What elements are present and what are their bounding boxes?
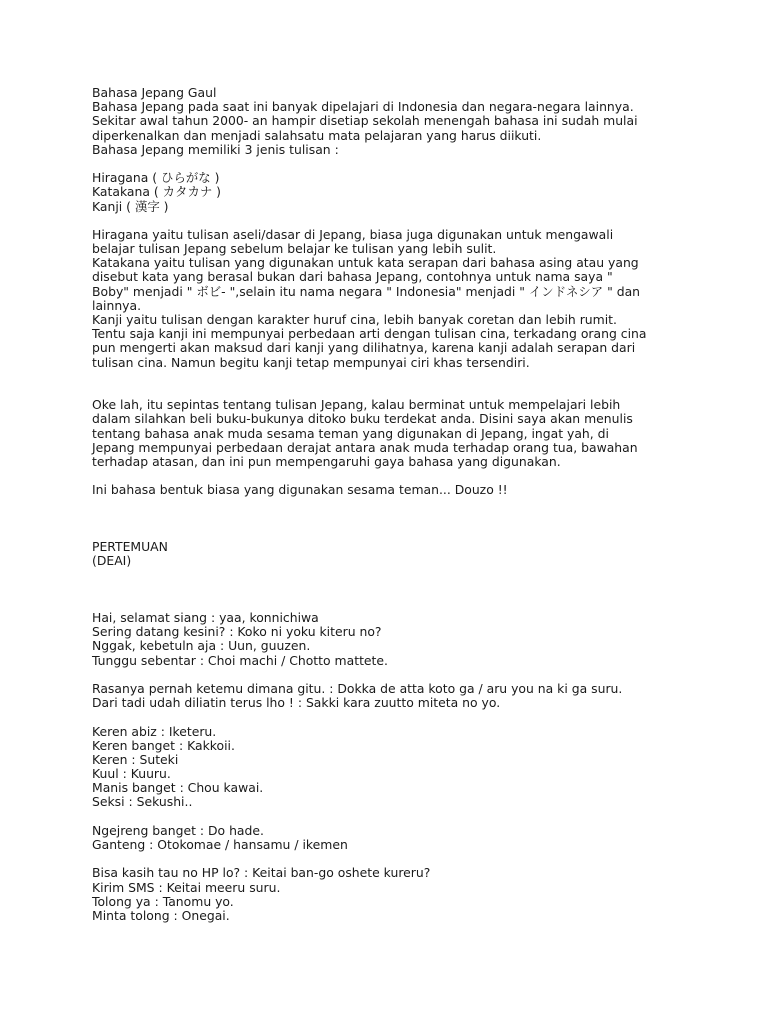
explanation-line: belajar tulisan Jepang sebelum belajar ke tulisan yang lebih sulit.	[92, 241, 497, 257]
phrase-line: Hai, selamat siang : yaa, konnichiwa	[92, 610, 319, 626]
phrase-line: Rasanya pernah ketemu dimana gitu. : Dokka de atta koto ga / aru you na ki ga suru.	[92, 680, 623, 696]
phrase-line: Seksi : Sekushi..	[92, 794, 193, 810]
script-item-kanji: Kanji ( 漢字 )	[92, 198, 169, 214]
phrase-line: Keren banget : Kakkoii.	[92, 737, 235, 753]
explanation-line: Katakana yaitu tulisan yang digunakan untuk kata serapan dari bahasa asing atau yang	[92, 255, 639, 271]
phrase-line: Ngejreng banget : Do hade.	[92, 822, 264, 838]
document-body	[92, 86, 752, 923]
explanation-line: pun mengerti akan maksud dari kanji yang dilihatnya, karena kanji adalah serapan dari	[92, 340, 636, 356]
phrase-line: Manis banget : Chou kawai.	[92, 780, 264, 796]
closing-line: Oke lah, itu sepintas tentang tulisan Jepang, kalau berminat untuk mempelajari lebih	[92, 397, 621, 413]
phrase-line: Tunggu sebentar : Choi machi / Chotto mattete.	[92, 652, 388, 668]
phrase-line: Kirim SMS : Keitai meeru suru.	[92, 879, 281, 895]
spacer	[92, 852, 752, 866]
phrase-line: Bisa kasih tau no HP lo? : Keitai ban-go oshete kureru?	[92, 865, 431, 881]
script-item-hiragana: Hiragana ( ひらがな )	[92, 170, 220, 186]
spacer	[92, 497, 752, 540]
phrase-line: Keren abiz : Iketeru.	[92, 723, 217, 739]
intro-line: Bahasa Jepang memiliki 3 jenis tulisan :	[92, 141, 339, 157]
intro-line: Bahasa Jepang pada saat ini banyak dipelajari di Indonesia dan negara-negara lainnya.	[92, 99, 634, 115]
explanation-line: lainnya.	[92, 297, 142, 313]
section-title: PERTEMUAN	[92, 539, 168, 555]
phrase-line: Kuul : Kuuru.	[92, 766, 171, 782]
spacer	[92, 668, 752, 682]
spacer	[92, 810, 752, 824]
phrase-line: Dari tadi udah diliatin terus lho ! : Sakki kara zuutto miteta no yo.	[92, 695, 501, 711]
document-title: Bahasa Jepang Gaul	[92, 85, 217, 100]
phrase-line: Ganteng : Otokomae / hansamu / ikemen	[92, 837, 348, 853]
closing-line: dalam silahkan beli buku-bukunya ditoko buku terdekat anda. Disini saya akan menulis	[92, 411, 633, 427]
explanation-line: Hiragana yaitu tulisan aseli/dasar di Jepang, biasa juga digunakan untuk mengawali	[92, 226, 614, 242]
spacer	[92, 214, 752, 228]
explanation-line: disebut kata yang berasal bukan dari bahasa Jepang, contohnya untuk nama saya "	[92, 269, 613, 285]
script-item-katakana: Katakana ( カタカナ )	[92, 184, 221, 200]
spacer	[92, 469, 752, 483]
closing-note: Ini bahasa bentuk biasa yang digunakan sesama teman... Douzo !!	[92, 482, 508, 498]
phrase-line: Minta tolong : Onegai.	[92, 907, 230, 923]
spacer	[92, 157, 752, 171]
intro-line: diperkenalkan dan menjadi salahsatu mata pelajaran yang harus diikuti.	[92, 127, 542, 143]
intro-line: Sekitar awal tahun 2000- an hampir disetiap sekolah menengah bahasa ini sudah mulai	[92, 113, 638, 129]
spacer	[92, 710, 752, 724]
spacer	[92, 568, 752, 611]
spacer	[92, 370, 752, 398]
closing-line: terhadap atasan, dan ini pun mempengaruhi gaya bahasa yang digunakan.	[92, 453, 561, 469]
phrase-line: Nggak, kebetuln aja : Uun, guuzen.	[92, 638, 311, 654]
section-subtitle: (DEAI)	[92, 553, 132, 569]
closing-line: tentang bahasa anak muda sesama teman yang digunakan di Jepang, ingat yah, di	[92, 425, 609, 441]
phrase-line: Tolong ya : Tanomu yo.	[92, 893, 234, 909]
closing-line: Jepang mempunyai perbedaan derajat antara anak muda terhadap orang tua, bawahan	[92, 439, 638, 455]
explanation-line: Kanji yaitu tulisan dengan karakter huruf cina, lebih banyak coretan dan lebih rumit.	[92, 312, 617, 327]
explanation-line: tulisan cina. Namun begitu kanji tetap mempunyai ciri khas tersendiri.	[92, 354, 530, 370]
explanation-line: Tentu saja kanji ini mempunyai perbedaan arti dengan tulisan cina, terkadang orang cina	[92, 326, 647, 342]
phrase-line: Sering datang kesini? : Koko ni yoku kiteru no?	[92, 624, 382, 640]
phrase-line: Keren : Suteki	[92, 751, 179, 767]
explanation-line: Boby" menjadi " ボビ- ",selain itu nama negara " Indonesia" menjadi " インドネシア " dan	[92, 283, 641, 299]
